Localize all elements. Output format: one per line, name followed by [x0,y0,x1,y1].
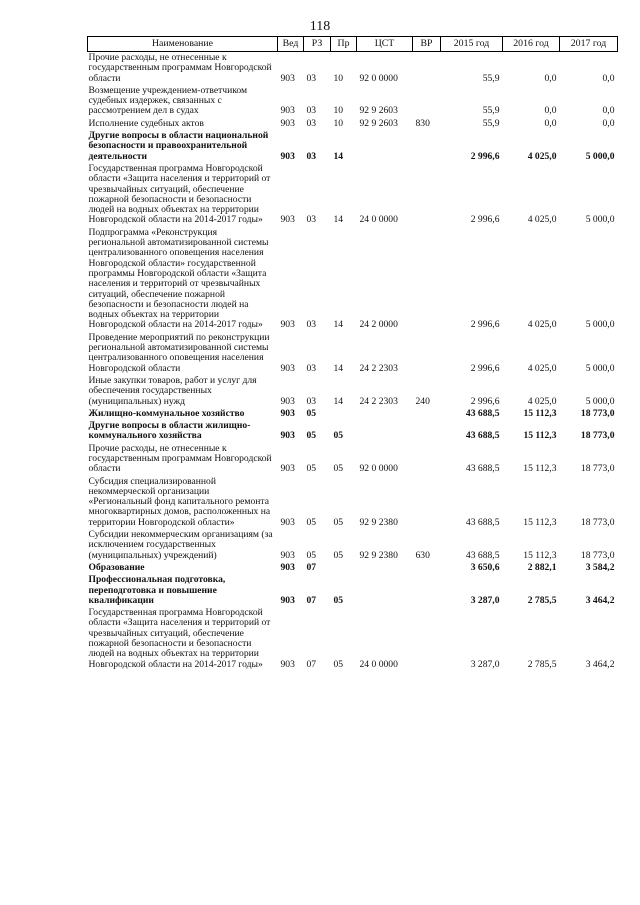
row-pr: 14 [333,319,344,331]
row-value-2016: 4 025,0 [527,395,557,407]
row-ved: 903 [280,463,295,475]
row-name: Прочие расходы, не отнесенные к государственным программам Новгородской области [88,52,272,84]
row-value-2015: 2 996,6 [470,150,500,162]
row-rz: 07 [306,561,317,573]
row-vr [413,443,441,476]
row-value-2016: 4 025,0 [527,214,557,226]
row-value-2016: 2 882,1 [527,561,557,573]
row-cst: 92 0 0000 [359,463,398,475]
row-value-2015: 43 688,5 [465,516,500,528]
row-pr: 14 [333,214,344,226]
row-cst: 24 2 2303 [359,395,398,407]
row-vr: 240 [415,395,430,407]
page-number: 118 [309,19,331,34]
table-row [88,562,618,574]
row-value-2015: 3 650,6 [470,561,500,573]
row-value-2016: 2 785,5 [527,658,557,670]
row-ved: 903 [280,117,295,129]
row-cst: 24 2 2303 [359,362,398,374]
row-cst: 92 9 2380 [359,516,398,528]
table-row [88,529,618,562]
row-ved: 903 [280,319,295,331]
row-cst: 92 9 2603 [359,105,398,117]
row-vr [413,332,441,375]
row-vr [413,476,441,529]
table-row [88,163,618,227]
row-rz: 05 [306,430,317,442]
row-name: Другие вопросы в области национальной безопасности и правоохранительной деятельности [88,130,269,162]
header-2017: 2017 год [560,37,618,52]
row-ved: 903 [280,430,295,442]
row-ved: 903 [280,561,295,573]
row-value-2017: 3 584,2 [585,561,615,573]
row-cst [357,408,413,420]
row-value-2017: 0,0 [602,117,615,129]
row-cst: 24 0 0000 [359,214,398,226]
row-value-2016: 4 025,0 [527,319,557,331]
row-vr [413,420,441,443]
row-value-2016: 0,0 [544,105,557,117]
row-name: Государственная программа Новгородской области «Защита населения и территорий от чрезвычайных ситуаций, обеспечение пожарной безопасности и безопасности людей на водных объектах на территории Новгородской области на 2014-2017 годы» [88,607,271,670]
table-header-row [88,37,618,52]
row-value-2016: 15 112,3 [523,516,557,528]
row-vr [413,163,441,227]
row-value-2016: 0,0 [544,117,557,129]
row-cst [357,420,413,443]
table-row [88,85,618,118]
row-value-2017: 5 000,0 [585,395,615,407]
row-value-2016: 2 785,5 [527,594,557,606]
row-value-2015: 43 688,5 [465,430,500,442]
row-rz: 05 [306,463,317,475]
row-value-2015: 2 996,6 [470,395,500,407]
table-row [88,408,618,420]
row-pr: 05 [333,658,344,670]
row-cst: 24 0 0000 [359,658,398,670]
row-value-2016: 4 025,0 [527,150,557,162]
row-name: Прочие расходы, не отнесенные к государственным программам Новгородской области [88,442,272,475]
row-value-2017: 18 773,0 [580,549,615,561]
row-pr: 05 [333,463,344,475]
row-pr: 14 [333,150,344,162]
row-pr: 05 [333,430,344,442]
row-value-2015: 3 287,0 [470,658,500,670]
row-vr [413,607,441,671]
row-rz: 03 [306,150,317,162]
row-ved: 903 [280,150,295,162]
row-ved: 903 [280,549,295,561]
row-vr [413,574,441,607]
header-pr: Пр [331,37,357,52]
row-pr: 14 [333,362,344,374]
row-name: Другие вопросы в области жилищно-коммунального хозяйства [88,420,251,442]
row-cst [357,130,413,163]
row-name: Государственная программа Новгородской области «Защита населения и территорий от чрезвычайных ситуаций, обеспечение пожарной безопасности и безопасности людей на водных объектах на территории Новгородской области на 2014-2017 годы» [88,162,271,226]
row-value-2015: 3 287,0 [470,594,500,606]
row-cst: 92 9 2380 [359,549,398,561]
table-row [88,574,618,607]
row-cst: 92 0 0000 [359,72,398,84]
row-vr [413,52,441,85]
table-row [88,118,618,130]
row-name: Субсидии некоммерческим организациям (за исключением государственных (муниципальных) учреждений) [88,529,273,561]
header-2016: 2016 год [503,37,560,52]
row-vr [413,85,441,118]
row-cst: 24 2 0000 [359,319,398,331]
row-rz: 03 [306,117,317,129]
row-rz: 03 [306,72,317,84]
row-name: Возмещение учреждением-ответчиком судебных издержек, связанных с рассмотрением дел в судах [88,84,248,117]
row-ved: 903 [280,407,295,419]
row-value-2015: 43 688,5 [465,549,500,561]
row-pr: 10 [333,72,344,84]
row-rz: 05 [306,516,317,528]
row-vr: 830 [415,117,430,129]
row-vr [413,408,441,420]
row-value-2017: 5 000,0 [585,214,615,226]
row-name: Иные закупки товаров, работ и услуг для обеспечения государственных (муниципальных) нужд [88,374,257,407]
table-row [88,476,618,529]
header-2015: 2015 год [441,37,503,52]
row-name: Исполнение судебных актов [88,117,204,129]
row-rz: 05 [306,407,317,419]
row-pr [331,408,357,420]
row-value-2017: 5 000,0 [585,319,615,331]
row-name: Образование [88,561,145,573]
row-value-2017: 18 773,0 [580,430,615,442]
row-value-2017: 18 773,0 [580,516,615,528]
budget-table [87,36,618,671]
row-vr [413,227,441,332]
row-pr: 10 [333,105,344,117]
row-value-2015: 43 688,5 [465,407,500,419]
row-ved: 903 [280,214,295,226]
row-vr: 630 [415,549,430,561]
row-value-2017: 5 000,0 [585,362,615,374]
row-ved: 903 [280,658,295,670]
row-ved: 903 [280,395,295,407]
row-value-2015: 2 996,6 [470,214,500,226]
row-value-2015: 55,9 [482,117,500,129]
header-vr: ВР [413,37,441,52]
row-name: Проведение мероприятий по реконструкции региональной автоматизированной системы централизованного оповещения населения Новгородской области [88,331,270,374]
row-value-2016: 0,0 [544,72,557,84]
row-value-2016: 15 112,3 [523,549,557,561]
row-ved: 903 [280,72,295,84]
row-value-2015: 2 996,6 [470,362,500,374]
row-name: Профессиональная подготовка, переподготовка и повышение квалификации [88,574,226,606]
header-rz: РЗ [304,37,331,52]
table-row [88,332,618,375]
row-cst [357,562,413,574]
row-vr [413,130,441,163]
table-row [88,607,618,671]
header-cst: ЦСТ [357,37,413,52]
row-rz: 03 [306,214,317,226]
row-ved: 903 [280,594,295,606]
row-ved: 903 [280,105,295,117]
row-pr [331,562,357,574]
row-value-2015: 43 688,5 [465,463,500,475]
row-rz: 05 [306,549,317,561]
row-value-2016: 15 112,3 [523,430,557,442]
row-rz: 03 [306,105,317,117]
row-value-2015: 2 996,6 [470,319,500,331]
table-row [88,443,618,476]
row-pr: 10 [333,117,344,129]
row-value-2017: 3 464,2 [585,658,615,670]
header-ved: Вед [278,37,304,52]
row-value-2016: 4 025,0 [527,362,557,374]
row-value-2016: 15 112,3 [523,463,557,475]
table-row [88,227,618,332]
row-value-2017: 18 773,0 [580,463,615,475]
row-cst [357,574,413,607]
row-value-2015: 55,9 [482,105,500,117]
row-rz: 07 [306,594,317,606]
row-value-2017: 0,0 [602,72,615,84]
row-value-2017: 0,0 [602,105,615,117]
row-value-2017: 18 773,0 [580,407,615,419]
table-row [88,420,618,443]
row-pr: 14 [333,395,344,407]
row-pr: 05 [333,594,344,606]
row-pr: 05 [333,516,344,528]
row-value-2015: 55,9 [482,72,500,84]
row-name: Субсидия специализированной некоммерческой организации «Региональный фонд капитального ремонта многоквартирных домов, расположенных на территории Новгородской области» [88,475,271,528]
row-value-2017: 5 000,0 [585,150,615,162]
table-row [88,52,618,85]
row-rz: 03 [306,362,317,374]
row-value-2016: 15 112,3 [523,407,557,419]
row-cst: 92 9 2603 [359,117,398,129]
row-rz: 07 [306,658,317,670]
table-row [88,130,618,163]
table-row [88,375,618,408]
row-vr [413,562,441,574]
row-value-2017: 3 464,2 [585,594,615,606]
header-name: Наименование [88,37,278,52]
row-ved: 903 [280,362,295,374]
row-name: Подпрограмма «Реконструкция региональной автоматизированной системы централизованного оповещения населения Новгородской области» государственной программы Новгородской области «Защита населения и территорий от чрезвычайных ситуаций, обеспечение пожарной безопасности и безопасности людей на водных объектах на территории Новгородской области на 2014-2017 годы» [88,226,269,331]
row-pr: 05 [333,549,344,561]
row-name: Жилищно-коммунальное хозяйство [88,407,245,419]
row-rz: 03 [306,395,317,407]
row-rz: 03 [306,319,317,331]
row-ved: 903 [280,516,295,528]
